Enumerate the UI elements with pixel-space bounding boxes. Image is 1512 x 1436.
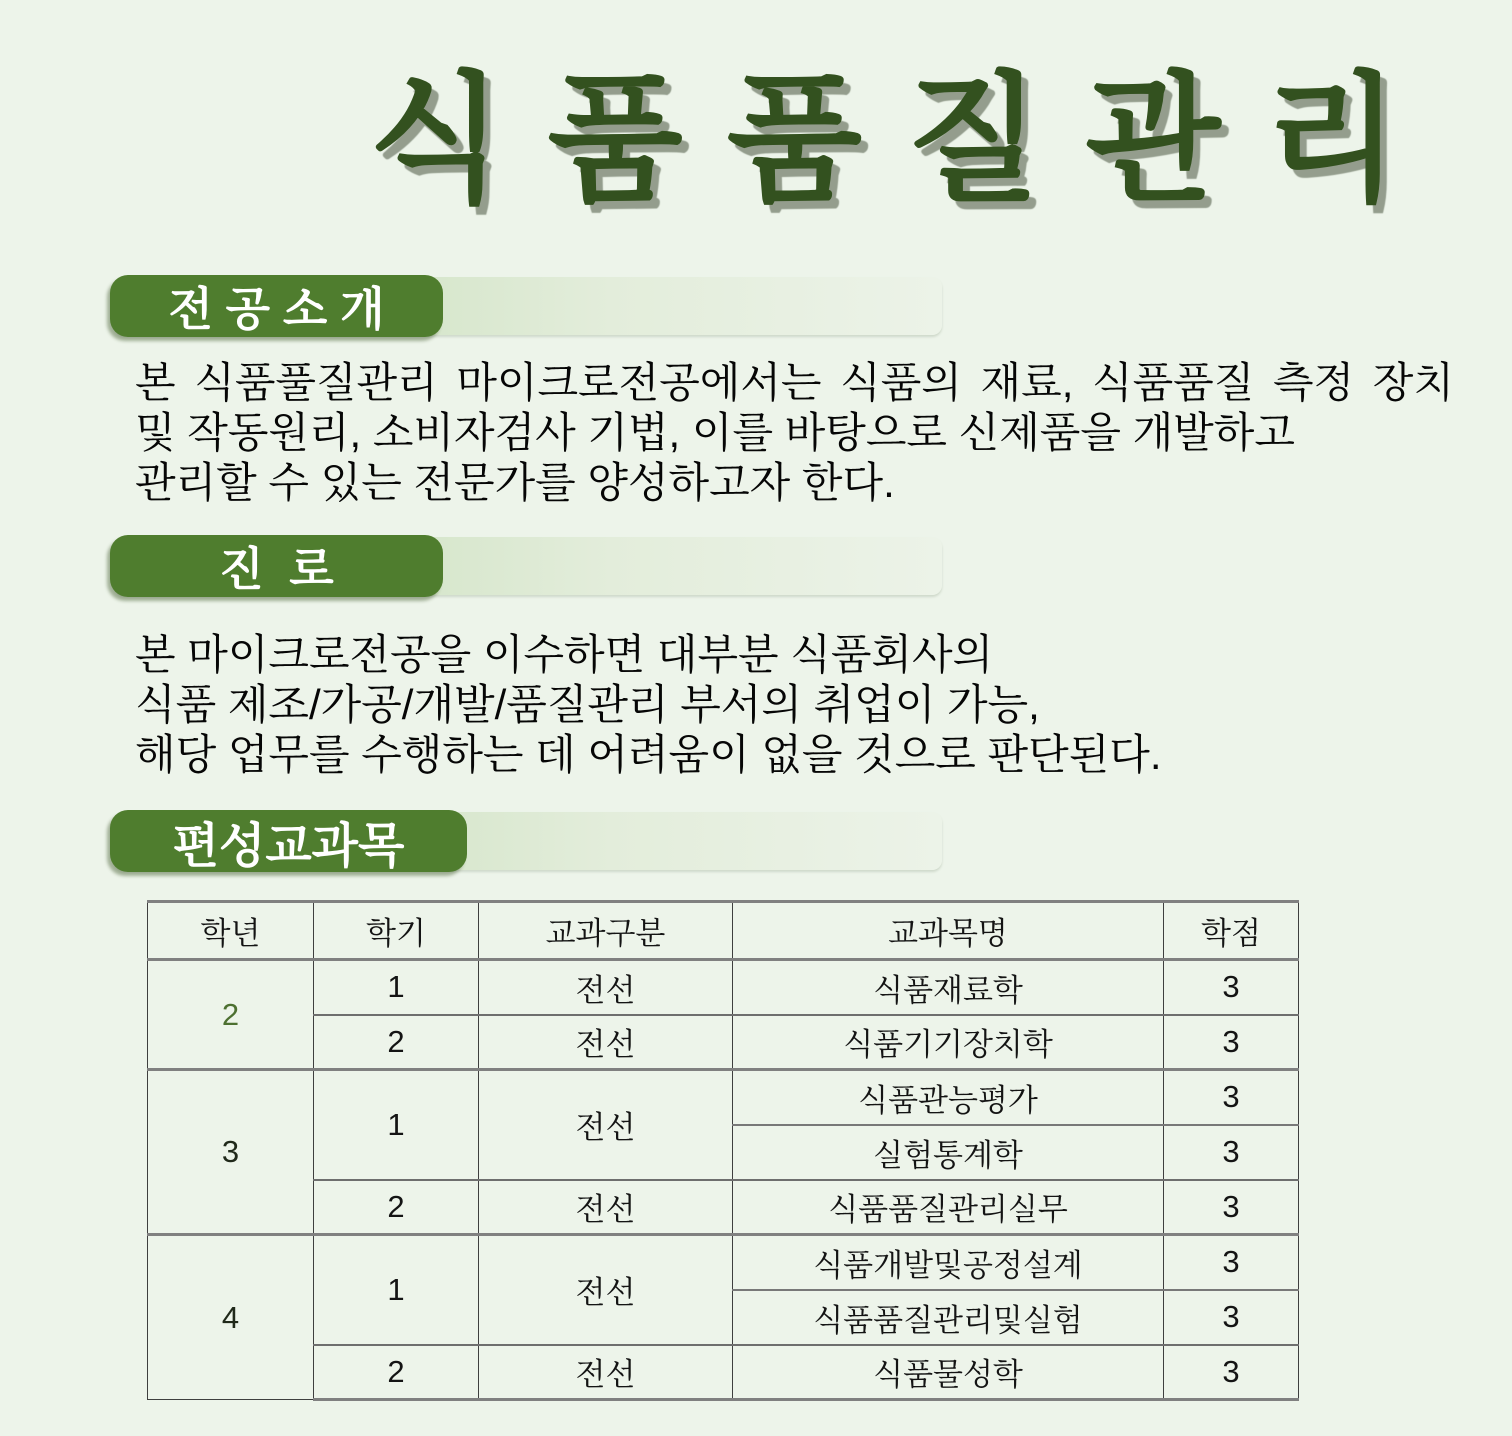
career-line-3: 해당 업무를 수행하는 데 어려움이 없을 것으로 판단된다.: [135, 731, 1162, 778]
course-name-cell: 실험통계학: [733, 1125, 1164, 1180]
semester-cell: 2: [314, 1015, 479, 1070]
section-label-courses: 편성교과목: [172, 819, 405, 873]
intro-line-1: 본 식품풀질관리 마이크로전공에서는 식품의 재료, 식품품질 측정 장치: [135, 359, 1454, 406]
year-cell: 3: [148, 1070, 314, 1235]
course-type-cell: 전선: [479, 960, 733, 1015]
course-name-cell: 식품물성학: [733, 1345, 1164, 1400]
semester-cell: 1: [314, 1235, 479, 1345]
semester-cell: 2: [314, 1345, 479, 1400]
semester-cell: 2: [314, 1180, 479, 1235]
header-year: 학년: [148, 902, 314, 960]
section-label-box: [110, 535, 443, 597]
intro-line-2: 및 작동원리, 소비자검사 기법, 이를 바탕으로 신제품을 개발하고: [135, 409, 1295, 456]
page-title: 식품품질관리: [368, 61, 1444, 218]
table-row: [148, 1070, 1299, 1125]
career-paragraph: [135, 630, 1162, 780]
semester-cell: 1: [314, 960, 479, 1015]
credits-cell: 3: [1164, 1235, 1299, 1290]
credits-cell: 3: [1164, 1180, 1299, 1235]
course-type-cell: 전선: [479, 1015, 733, 1070]
header-course-name: 교과목명: [733, 902, 1164, 960]
course-name-cell: 식품기기장치학: [733, 1015, 1164, 1070]
semester-cell: 1: [314, 1070, 479, 1180]
intro-paragraph: [135, 358, 1454, 508]
year-cell: 4: [148, 1235, 314, 1400]
credits-cell: 3: [1164, 1015, 1299, 1070]
table-row: [148, 1235, 1299, 1290]
course-name-cell: 식품관능평가: [733, 1070, 1164, 1125]
header-semester: 학기: [314, 902, 479, 960]
table-row: [148, 1345, 1299, 1400]
career-line-1: 본 마이크로전공을 이수하면 대부분 식품회사의: [135, 631, 994, 678]
header-category: 교과구분: [479, 902, 733, 960]
career-line-2: 식품 제조/가공/개발/품질관리 부서의 취업이 가능,: [135, 681, 1040, 728]
section-banner-career: [110, 535, 942, 597]
course-type-cell: 전선: [479, 1180, 733, 1235]
course-name-cell: 식품품질관리및실험: [733, 1290, 1164, 1345]
section-label-career: 진 로: [219, 543, 334, 595]
section-label-box: [110, 275, 443, 337]
credits-cell: 3: [1164, 1125, 1299, 1180]
course-type-cell: 전선: [479, 1235, 733, 1345]
table-header-row: [148, 902, 1299, 960]
section-banner-intro: [110, 275, 942, 337]
credits-cell: 3: [1164, 1345, 1299, 1400]
table-row: [148, 960, 1299, 1015]
course-type-cell: 전선: [479, 1070, 733, 1180]
credits-cell: 3: [1164, 1290, 1299, 1345]
course-type-cell: 전선: [479, 1345, 733, 1400]
year-cell: 2: [148, 960, 314, 1070]
table-row: [148, 1015, 1299, 1070]
credits-cell: 3: [1164, 960, 1299, 1015]
header-credits: 학점: [1164, 902, 1299, 960]
section-banner-courses: [110, 810, 942, 872]
course-name-cell: 식품개발및공정설계: [733, 1235, 1164, 1290]
section-label-box: [110, 810, 467, 872]
course-name-cell: 식품재료학: [733, 960, 1164, 1015]
course-name-cell: 식품품질관리실무: [733, 1180, 1164, 1235]
section-label-intro: 전 공 소 개: [168, 283, 385, 335]
credits-cell: 3: [1164, 1070, 1299, 1125]
curriculum-table: [147, 900, 1299, 1401]
table-row: [148, 1180, 1299, 1235]
intro-line-3: 관리할 수 있는 전문가를 양성하고자 한다.: [135, 459, 895, 506]
